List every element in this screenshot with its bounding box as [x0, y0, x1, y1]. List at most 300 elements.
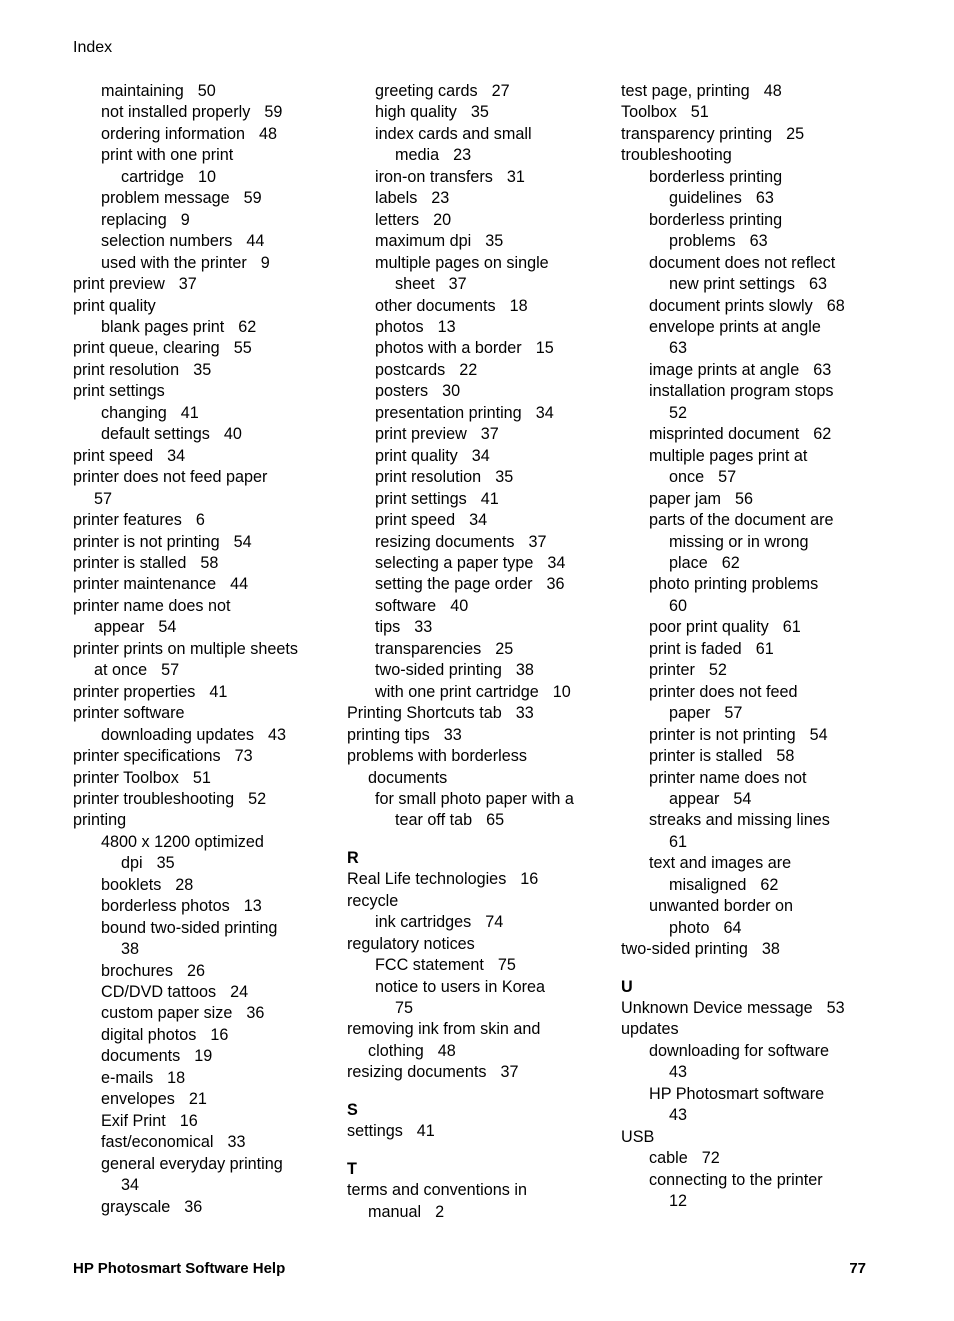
index-subentry: [621, 167, 883, 210]
page-reference: 19: [194, 1047, 213, 1066]
page-reference: 35: [485, 232, 504, 251]
index-entry: [73, 789, 335, 810]
page-reference: 37: [448, 275, 467, 294]
index-term: poor print quality 61: [649, 618, 801, 637]
page-reference: 54: [158, 618, 177, 637]
index-subentry: [621, 1148, 883, 1169]
index-subentry: [347, 102, 609, 123]
index-entry: [621, 81, 883, 102]
index-subentry: [621, 360, 883, 381]
index-term: 4800 x 1200 optimized: [101, 832, 264, 851]
index-term: unwanted border on: [649, 897, 793, 916]
index-term-continuation: [621, 1062, 883, 1083]
page-reference: 30: [442, 382, 461, 401]
index-term: HP Photosmart software: [649, 1084, 825, 1103]
index-subentry: [621, 1041, 883, 1084]
page-reference: 40: [223, 425, 242, 444]
page-reference: 55: [233, 339, 252, 358]
page-reference: 61: [782, 618, 801, 637]
index-subentry: [347, 317, 609, 338]
index-subentry: [347, 489, 609, 510]
page-reference: 21: [188, 1090, 207, 1109]
index-term: print speed 34: [73, 446, 186, 465]
index-term-continuation: [73, 1175, 335, 1196]
index-term-continuation: [621, 1105, 883, 1126]
index-term: notice to users in Korea: [375, 977, 546, 996]
index-subentry: [73, 403, 335, 424]
index-term-continuation: dpi 35: [121, 854, 175, 873]
index-entry: [347, 1062, 609, 1083]
index-subentry: [621, 574, 883, 617]
index-term: printer 52: [649, 661, 727, 680]
index-term: multiple pages print at: [649, 446, 808, 465]
page-reference: 34: [167, 446, 186, 465]
page-reference: 75: [497, 956, 516, 975]
index-term: text and images are: [649, 854, 792, 873]
index-entry: [73, 703, 335, 724]
index-term: printer troubleshooting 52: [73, 789, 267, 808]
page-reference: 37: [528, 532, 547, 551]
page-reference: 48: [258, 124, 277, 143]
index-subentry: [73, 1046, 335, 1067]
index-term-continuation: sheet 37: [395, 275, 467, 294]
page-reference: 63: [808, 275, 827, 294]
page-reference: 13: [243, 897, 262, 916]
page-reference: 57: [718, 468, 737, 487]
index-subentry: [621, 210, 883, 253]
index-term: custom paper size 36: [101, 1004, 265, 1023]
index-entry: [73, 596, 335, 639]
index-term: resizing documents 37: [347, 1063, 519, 1082]
page-reference: 38: [121, 940, 140, 959]
index-subentry: [621, 1084, 883, 1127]
index-subentry: [73, 1197, 335, 1218]
page-reference: 16: [210, 1025, 229, 1044]
page-reference: 44: [230, 575, 249, 594]
index-term: printer is stalled 58: [73, 553, 219, 572]
index-term: printer is stalled 58: [649, 747, 795, 766]
index-entry: [73, 682, 335, 703]
page-reference: 34: [121, 1176, 140, 1195]
index-term: print is faded 61: [649, 639, 774, 658]
page-reference: 2: [435, 1202, 445, 1221]
page-reference: 56: [734, 489, 753, 508]
index-subentry: [621, 660, 883, 681]
page-reference: 50: [197, 82, 216, 100]
index-term: multiple pages on single: [375, 253, 549, 272]
page-reference: 61: [755, 639, 774, 658]
index-term: print resolution 35: [375, 468, 514, 487]
index-letter-heading: R: [347, 848, 359, 867]
index-subentry: [73, 918, 335, 961]
page-reference: 12: [669, 1192, 688, 1211]
page-reference: 58: [776, 747, 795, 766]
index-subentry: [621, 253, 883, 296]
page-reference: 35: [495, 468, 514, 487]
index-term: printing: [73, 811, 127, 830]
index-subentry: [347, 210, 609, 231]
index-term: downloading updates 43: [101, 725, 287, 744]
page-reference: 62: [721, 553, 740, 572]
index-subentry: [73, 1111, 335, 1132]
index-term: image prints at angle 63: [649, 360, 832, 379]
page-reference: 57: [161, 661, 180, 680]
index-term: recycle: [347, 891, 399, 910]
index-term: USB: [621, 1127, 655, 1146]
page-reference: 34: [469, 511, 488, 530]
index-subentry: [347, 446, 609, 467]
page-reference: 18: [167, 1068, 186, 1087]
page-reference: 24: [230, 983, 249, 1002]
index-term: printer properties 41: [73, 682, 228, 701]
index-term-continuation: [621, 338, 883, 359]
page-reference: 54: [733, 789, 752, 808]
index-entry: [621, 1019, 883, 1040]
index-term: letters 20: [375, 210, 452, 229]
index-term: print speed 34: [375, 511, 488, 530]
index-term-continuation: place 62: [669, 553, 740, 572]
page-reference: 36: [246, 1004, 265, 1023]
index-subentry: [347, 467, 609, 488]
index-subentry: [73, 253, 335, 274]
index-subentry: [621, 1170, 883, 1213]
index-term-continuation: guidelines 63: [669, 189, 774, 208]
index-term-continuation: misaligned 62: [669, 875, 779, 894]
index-entry: [347, 1180, 609, 1223]
index-subentry: [73, 210, 335, 231]
index-subentry: [73, 1089, 335, 1110]
index-term: print settings 41: [375, 489, 499, 508]
index-term: printer is not printing 54: [649, 725, 828, 744]
index-letter-heading: U: [621, 977, 633, 996]
index-term: print with one print: [101, 146, 234, 165]
index-term: printer does not feed paper: [73, 468, 268, 487]
index-term-continuation: problems 63: [669, 232, 768, 251]
page-reference: 41: [416, 1122, 435, 1141]
page-reference: 41: [180, 403, 199, 422]
index-term: not installed properly 59: [101, 103, 283, 122]
index-term: selection numbers 44: [101, 232, 265, 251]
page-reference: 58: [200, 553, 219, 572]
page-reference: 10: [552, 682, 571, 701]
index-term-continuation: appear 54: [669, 789, 752, 808]
index-entry: [73, 510, 335, 531]
index-entry: [73, 574, 335, 595]
index-term: updates: [621, 1020, 679, 1039]
index-term-continuation: appear 54: [94, 618, 177, 637]
page-reference: 16: [179, 1111, 198, 1130]
page-reference: 33: [515, 704, 534, 723]
index-term: borderless printing: [649, 210, 783, 229]
index-term: problems with borderless: [347, 747, 527, 766]
index-term: printer does not feed: [649, 682, 798, 701]
index-subentry: [347, 639, 609, 660]
index-subentry: [73, 1068, 335, 1089]
index-subentry: [347, 553, 609, 574]
index-term: maintaining 50: [101, 82, 216, 100]
index-subentry: [73, 1154, 335, 1197]
index-subentry: [621, 853, 883, 896]
index-subentry: [347, 912, 609, 933]
page-reference: 75: [395, 999, 414, 1018]
index-subentry: [73, 317, 335, 338]
index-entry: [621, 102, 883, 123]
page-reference: 23: [431, 189, 450, 208]
index-column-3: [621, 81, 883, 1213]
index-term: streaks and missing lines: [649, 811, 830, 830]
index-subentry: [621, 746, 883, 767]
index-subentry: [73, 124, 335, 145]
index-subentry: [73, 1132, 335, 1153]
index-term: printing tips 33: [347, 725, 462, 744]
page-reference: 36: [184, 1197, 203, 1216]
page-reference: 64: [723, 918, 742, 937]
index-subentry: [621, 489, 883, 510]
page-reference: 34: [547, 553, 566, 572]
index-term: default settings 40: [101, 425, 242, 444]
index-term: fast/economical 33: [101, 1133, 246, 1152]
index-term: print quality 34: [375, 446, 490, 465]
index-term: print preview 37: [375, 425, 499, 444]
page-reference: 37: [178, 275, 197, 294]
index-term: bound two-sided printing: [101, 918, 278, 937]
index-subentry: [73, 832, 335, 875]
index-subentry: [347, 403, 609, 424]
index-subentry: [347, 231, 609, 252]
index-subentry: [621, 296, 883, 317]
index-term: misprinted document 62: [649, 425, 832, 444]
index-entry: [621, 124, 883, 145]
index-entry: [347, 869, 609, 890]
index-term: posters 30: [375, 382, 461, 401]
page-reference: 48: [763, 82, 782, 100]
index-subentry: [347, 617, 609, 638]
index-subentry: [621, 896, 883, 939]
index-term: general everyday printing: [101, 1154, 283, 1173]
page-reference: 63: [749, 232, 768, 251]
page-reference: 37: [480, 425, 499, 444]
index-term: booklets 28: [101, 875, 194, 894]
index-entry: [347, 934, 609, 955]
page-reference: 26: [186, 961, 205, 980]
index-term-continuation: photo 64: [669, 918, 742, 937]
index-term: downloading for software: [649, 1041, 829, 1060]
index-term: postcards 22: [375, 360, 478, 379]
index-term: selecting a paper type 34: [375, 553, 566, 572]
page-reference: 38: [761, 940, 780, 959]
footer-title: HP Photosmart Software Help: [73, 1260, 286, 1277]
index-term: Exif Print 16: [101, 1111, 198, 1130]
index-subentry: [73, 982, 335, 1003]
page-reference: 74: [485, 913, 504, 932]
index-term-continuation: media 23: [395, 146, 472, 165]
index-term-continuation: [73, 489, 335, 510]
index-subentry: [347, 167, 609, 188]
page-reference: 10: [197, 167, 216, 186]
index-subentry: [621, 768, 883, 811]
index-subentry: [621, 682, 883, 725]
page-reference: 20: [433, 210, 452, 229]
index-term: borderless photos 13: [101, 897, 262, 916]
page-reference: 33: [227, 1133, 246, 1152]
page-reference: 63: [813, 360, 832, 379]
index-entry: [73, 360, 335, 381]
index-term: troubleshooting: [621, 146, 732, 165]
index-term: presentation printing 34: [375, 403, 554, 422]
index-letter-heading: S: [347, 1100, 358, 1119]
page-reference: 6: [195, 511, 205, 530]
page-reference: 25: [786, 124, 805, 143]
index-term: resizing documents 37: [375, 532, 547, 551]
index-subentry: [621, 725, 883, 746]
index-term: replacing 9: [101, 210, 190, 229]
page-reference: 61: [669, 832, 688, 851]
page-reference: 63: [669, 339, 688, 358]
index-subentry: [347, 296, 609, 317]
index-term: document does not reflect: [649, 253, 836, 272]
page-reference: 43: [268, 725, 287, 744]
index-subentry: [347, 977, 609, 1020]
index-entry: [73, 746, 335, 767]
index-entry: [73, 274, 335, 295]
page-reference: 38: [515, 661, 534, 680]
index-subentry: [347, 596, 609, 617]
index-term: photos with a border 15: [375, 339, 554, 358]
index-term-continuation: manual 2: [368, 1202, 445, 1221]
index-subentry: [347, 81, 609, 102]
index-term: print queue, clearing 55: [73, 339, 252, 358]
index-term-continuation: missing or in wrong: [669, 532, 809, 551]
page-reference: 73: [234, 747, 253, 766]
index-term: ordering information 48: [101, 124, 277, 143]
index-term: software 40: [375, 596, 469, 615]
page-reference: 54: [233, 532, 252, 551]
index-term: transparencies 25: [375, 639, 514, 658]
index-term: maximum dpi 35: [375, 232, 504, 251]
page-reference: 51: [192, 768, 211, 787]
index-term: with one print cartridge 10: [375, 682, 571, 701]
index-term: print settings: [73, 382, 165, 401]
page-reference: 65: [486, 811, 505, 830]
index-subentry: [73, 1003, 335, 1024]
page-reference: 62: [813, 425, 832, 444]
index-term: connecting to the printer: [649, 1170, 823, 1189]
index-term: paper jam 56: [649, 489, 753, 508]
page-reference: 52: [708, 661, 727, 680]
index-entry: [347, 1121, 609, 1142]
page-reference: 59: [264, 103, 283, 122]
index-term: brochures 26: [101, 961, 205, 980]
index-subentry: [621, 424, 883, 445]
index-subentry: [73, 875, 335, 896]
page-reference: 60: [669, 596, 688, 615]
page-reference: 68: [826, 296, 845, 315]
index-term: blank pages print 62: [101, 317, 257, 336]
index-term: documents 19: [101, 1047, 213, 1066]
page-reference: 48: [437, 1041, 456, 1060]
index-entry: [73, 810, 335, 831]
index-term: installation program stops: [649, 382, 834, 401]
index-term: printer name does not: [649, 768, 807, 787]
index-term: printer is not printing 54: [73, 532, 252, 551]
page-reference: 43: [669, 1106, 688, 1125]
index-subentry: [347, 682, 609, 703]
page-reference: 57: [724, 704, 743, 723]
running-header: Index: [73, 39, 113, 56]
page-reference: 33: [414, 618, 433, 637]
page-reference: 53: [826, 999, 845, 1018]
index-entry: [347, 703, 609, 724]
index-subentry: [73, 102, 335, 123]
index-term: Real Life technologies 16: [347, 870, 539, 889]
index-subentry: [347, 510, 609, 531]
index-term: envelopes 21: [101, 1090, 207, 1109]
index-term: FCC statement 75: [375, 956, 516, 975]
index-term: printer software: [73, 704, 185, 723]
index-subentry: [347, 188, 609, 209]
index-term: labels 23: [375, 189, 450, 208]
index-term: Printing Shortcuts tab 33: [347, 704, 534, 723]
index-term: changing 41: [101, 403, 199, 422]
index-term: other documents 18: [375, 296, 528, 315]
index-term: used with the printer 9: [101, 253, 270, 272]
page-reference: 52: [248, 789, 267, 808]
index-term: photos 13: [375, 317, 456, 336]
index-subentry: [73, 1025, 335, 1046]
page-reference: 23: [453, 146, 472, 165]
index-entry: [73, 639, 335, 682]
index-subentry: [621, 510, 883, 574]
index-entry: [73, 768, 335, 789]
index-term: printer prints on multiple sheets: [73, 639, 298, 658]
index-entry: [73, 467, 335, 510]
index-term: CD/DVD tattoos 24: [101, 983, 249, 1002]
index-entry: [621, 145, 883, 166]
page-reference: 15: [535, 339, 554, 358]
index-term: test page, printing 48: [621, 82, 782, 100]
index-subentry: [73, 145, 335, 188]
page-reference: 37: [500, 1063, 519, 1082]
page-reference: 62: [238, 317, 257, 336]
index-term: problem message 59: [101, 189, 262, 208]
index-subentry: [621, 446, 883, 489]
index-term: parts of the document are: [649, 511, 834, 530]
index-entry: [73, 553, 335, 574]
index-term: print resolution 35: [73, 360, 212, 379]
index-term-continuation: [621, 596, 883, 617]
page-reference: 22: [459, 360, 478, 379]
page-reference: 28: [175, 875, 194, 894]
index-term: greeting cards 27: [375, 82, 510, 100]
page-number: 77: [849, 1260, 866, 1277]
index-column-1: [73, 81, 335, 1218]
index-entry: [621, 1127, 883, 1148]
index-subentry: [347, 532, 609, 553]
page-reference: 36: [546, 575, 565, 594]
index-entry: [73, 296, 335, 317]
index-entry: [621, 939, 883, 960]
page-reference: 13: [437, 317, 456, 336]
index-subentry: [73, 188, 335, 209]
index-term: print quality: [73, 296, 156, 315]
page-reference: 41: [480, 489, 499, 508]
index-term: printer maintenance 44: [73, 575, 249, 594]
index-subentry: [347, 360, 609, 381]
index-term-continuation: [347, 998, 609, 1019]
index-term-continuation: once 57: [669, 468, 737, 487]
index-term: printer Toolbox 51: [73, 768, 211, 787]
index-subentry: [347, 338, 609, 359]
